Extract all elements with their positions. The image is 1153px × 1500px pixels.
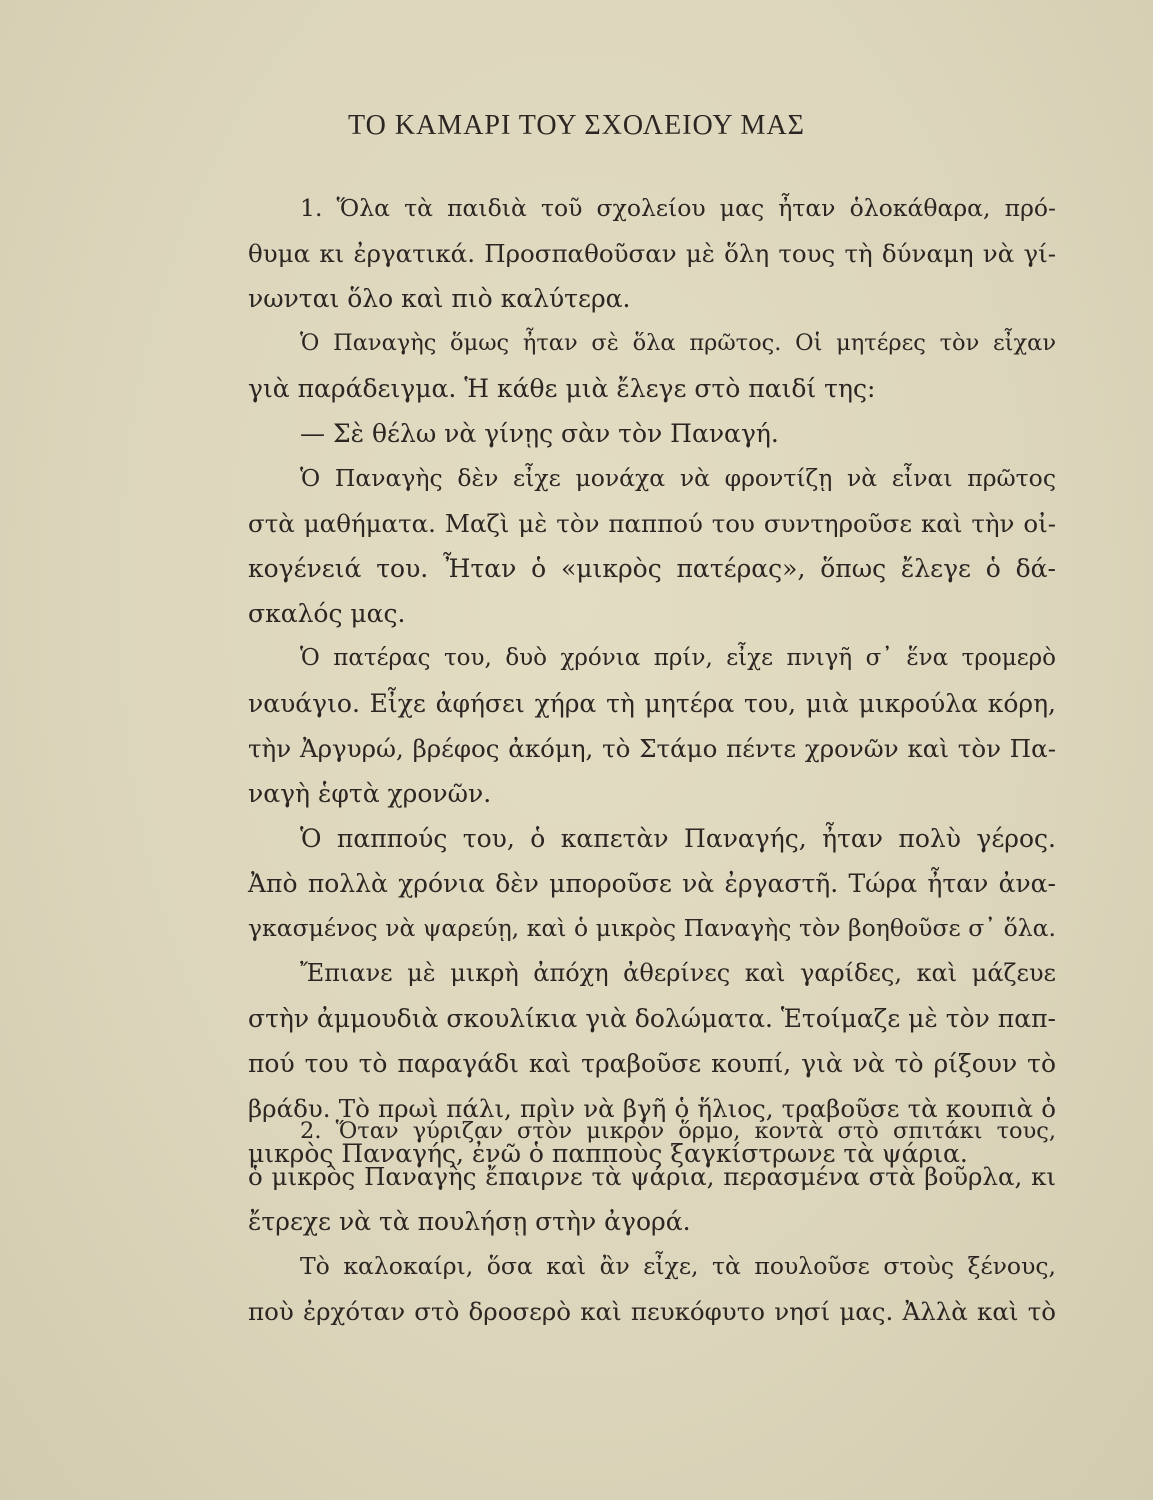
text-line: βράδυ. Τὸ πρωὶ πάλι, πρὶν νὰ βγῆ ὁ ἥλιος, τραβοῦσε τὰ κουπιὰ ὁ: [248, 1094, 1056, 1123]
text-line: 2. Ὅταν γύριζαν στὸν μικρὸν ὅρμο, κοντὰ στὸ σπιτάκι τους,: [300, 1118, 1056, 1144]
text-line: Ὁ Παναγὴς δὲν εἶχε μονάχα νὰ φροντίζῃ νὰ εἶναι πρῶτος: [300, 464, 1056, 492]
text-line: σκαλός μας.: [248, 599, 406, 628]
text-line: Ὁ πατέρας του, δυὸ χρόνια πρίν, εἶχε πνιγῆ σ᾽ ἕνα τρομερὸ: [300, 645, 1056, 671]
text-line: μικρὸς Παναγής, ἐνῶ ὁ παπποὺς ξαγκίστρωνε τὰ ψάρια.: [248, 1139, 968, 1168]
text-line: ὁ μικρὸς Παναγὴς ἔπαιρνε τὰ ψάρια, περασμένα στὰ βοῦρλα, κι: [248, 1162, 1056, 1191]
text-line: γιὰ παράδειγμα. Ἡ κάθε μιὰ ἔλεγε στὸ παιδί της:: [248, 374, 876, 403]
section-2-text: [248, 1109, 1056, 1334]
text-line: 1. Ὅλα τὰ παιδιὰ τοῦ σχολείου μας ἦταν ὁλοκάθαρα, πρό-: [300, 194, 1056, 222]
text-line: Ὁ Παναγὴς ὅμως ἦταν σὲ ὅλα πρῶτος. Οἱ μητέρες τὸν εἶχαν: [300, 330, 1056, 356]
text-line: γκασμένος νὰ ψαρεύῃ, καὶ ὁ μικρὸς Παναγὴς τὸν βοηθοῦσε σ᾽ ὅλα.: [248, 914, 1056, 942]
text-line: ναγὴ ἑφτὰ χρονῶν.: [248, 779, 492, 808]
text-line: — Σὲ θέλω νὰ γίνῃς σὰν τὸν Παναγή.: [300, 419, 779, 448]
text-line: Τὸ καλοκαίρι, ὅσα καὶ ἂν εἶχε, τὰ πουλοῦσε στοὺς ξένους,: [300, 1252, 1056, 1280]
page-title: ΤΟ ΚΑΜΑΡΙ ΤΟΥ ΣΧΟΛΕΙΟΥ ΜΑΣ: [348, 110, 805, 141]
text-line: στὴν ἀμμουδιὰ σκουλίκια γιὰ δολώματα. Ἑτοίμαζε μὲ τὸν παπ-: [248, 1004, 1056, 1033]
text-line: Ὁ παππούς του, ὁ καπετὰν Παναγής, ἦταν πολὺ γέρος.: [300, 824, 1056, 853]
section-1-text: [248, 186, 1056, 1176]
text-line: ποὺ ἐρχόταν στὸ δροσερὸ καὶ πευκόφυτο νησί μας. Ἀλλὰ καὶ τὸ: [248, 1297, 1056, 1326]
text-line: κογένειά του. Ἦταν ὁ «μικρὸς πατέρας», ὅπως ἔλεγε ὁ δά-: [248, 554, 1056, 583]
text-line: θυμα κι ἐργατικά. Προσπαθοῦσαν μὲ ὅλη τους τὴ δύναμη νὰ γί-: [248, 239, 1056, 268]
text-line: νωνται ὅλο καὶ πιὸ καλύτερα.: [248, 284, 631, 313]
text-line: Ἀπὸ πολλὰ χρόνια δὲν μποροῦσε νὰ ἐργαστῆ. Τώρα ἦταν ἀνα-: [248, 869, 1056, 898]
text-line: Ἔπιανε μὲ μικρὴ ἀπόχη ἀθερίνες καὶ γαρίδες, καὶ μάζευε: [300, 959, 1056, 987]
text-line: στὰ μαθήματα. Μαζὶ μὲ τὸν παππού του συντηροῦσε καὶ τὴν οἰ-: [248, 509, 1056, 538]
text-line: ἔτρεχε νὰ τὰ πουλήσῃ στὴν ἀγορά.: [248, 1207, 691, 1236]
text-line: ναυάγιο. Εἶχε ἀφήσει χήρα τὴ μητέρα του, μιὰ μικρούλα κόρη,: [248, 689, 1056, 718]
text-line: πού του τὸ παραγάδι καὶ τραβοῦσε κουπί, γιὰ νὰ τὸ ρίξουν τὸ: [248, 1049, 1056, 1078]
text-line: τὴν Ἀργυρώ, βρέφος ἀκόμη, τὸ Στάμο πέντε χρονῶν καὶ τὸν Πα-: [248, 734, 1056, 763]
